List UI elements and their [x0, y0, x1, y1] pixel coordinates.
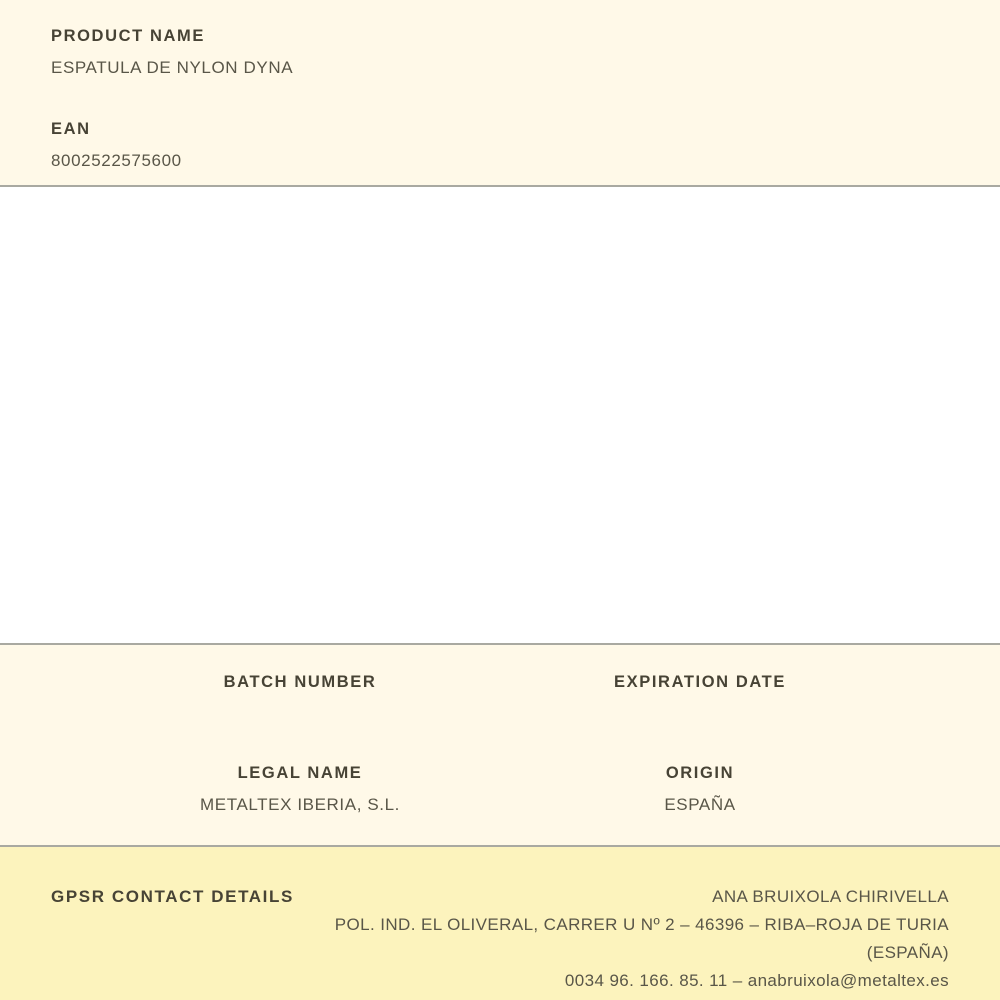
details-section [0, 643, 1000, 847]
contact-address: POL. IND. EL OLIVERAL, CARRER U Nº 2 – 46396 – RIBA–ROJA DE TURIA (ESPAÑA) [334, 915, 949, 962]
legal-name-value: METALTEX IBERIA, S.L. [200, 795, 400, 814]
legal-name-field [100, 764, 500, 815]
ean-label: EAN [51, 120, 91, 138]
origin-field [500, 764, 900, 815]
origin-label: ORIGIN [665, 764, 735, 782]
contact-person-name: ANA BRUIXOLA CHIRIVELLA [712, 887, 949, 906]
gpsr-contact-section [0, 847, 1000, 1000]
contact-phone-email: 0034 96. 166. 85. 11 – anabruixola@metaltex.es [564, 971, 949, 990]
product-name-label: PRODUCT NAME [51, 27, 205, 45]
expiration-date-field [500, 673, 900, 692]
empty-content-area [0, 187, 1000, 643]
batch-number-label: BATCH NUMBER [223, 673, 377, 691]
ean-value: 8002522575600 [51, 151, 182, 170]
expiration-date-label: EXPIRATION DATE [614, 673, 786, 691]
ean-field [51, 120, 949, 171]
details-row-legal-origin [100, 764, 900, 815]
origin-value: ESPAÑA [664, 795, 736, 814]
gpsr-contact-lines [294, 883, 949, 995]
batch-number-field [100, 673, 500, 692]
gpsr-contact-heading: GPSR CONTACT DETAILS [51, 887, 294, 906]
product-name-value: ESPATULA DE NYLON DYNA [51, 58, 294, 77]
product-name-field [51, 27, 949, 78]
details-row-batch-expiration [100, 673, 900, 692]
product-header-section [0, 0, 1000, 187]
legal-name-label: LEGAL NAME [237, 764, 363, 782]
